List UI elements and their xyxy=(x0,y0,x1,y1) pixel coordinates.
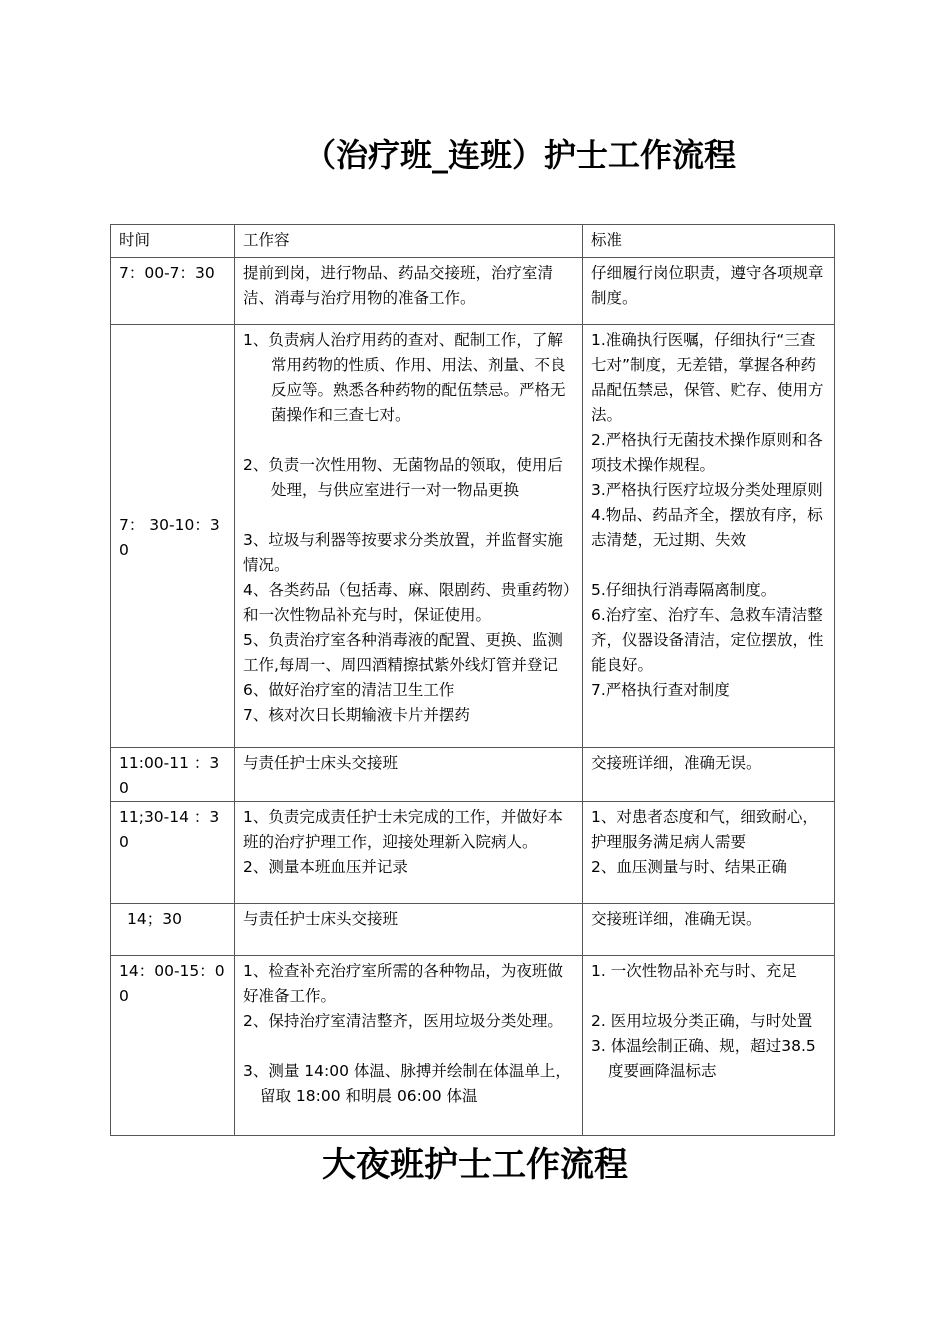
standard-item: 交接班详细，准确无误。 xyxy=(591,910,762,928)
standard-item: 仔细履行岗位职责，遵守各项规章制度。 xyxy=(591,264,824,307)
page-title: （治疗班_连班）护士工作流程 xyxy=(303,136,736,174)
header-standard: 标准 xyxy=(583,225,835,258)
standard-item: 1、对患者态度和气，细致耐心， xyxy=(591,808,818,826)
work-item: 1、负责完成责任护士未完成的工作，并做好本班的治疗护理工作，迎接处理新入院病人。 xyxy=(243,808,563,851)
work-item: 6、做好治疗室的清洁卫生工作 xyxy=(243,681,455,699)
section-title: 大夜班护士工作流程 xyxy=(322,1145,628,1185)
row-standard xyxy=(583,325,835,748)
header-time: 时间 xyxy=(111,225,235,258)
standard-item: 3.严格执行医疗垃圾分类处理原则 xyxy=(591,481,823,499)
table-header-row xyxy=(111,225,835,258)
table-row xyxy=(111,904,835,956)
row-work xyxy=(235,258,583,325)
work-item: 7、核对次日长期输液卡片并摆药 xyxy=(243,706,470,724)
standard-item: 6.治疗室、治疗车、急救车清洁整齐，仪器设备清洁，定位摆放，性能良好。 xyxy=(591,606,824,674)
row-standard xyxy=(583,904,835,956)
work-item: 5、负责治疗室各种消毒液的配置、更换、监测工作,每周一、周四酒精擦拭紫外线灯管并登记 xyxy=(243,631,563,674)
work-item: 3、测量 14:00 体温、脉搏并绘制在体温单上，留取 18:00 和明晨 06:00 体温 xyxy=(243,1062,571,1105)
row-work xyxy=(235,802,583,904)
work-item: 3、垃圾与利器等按要求分类放置，并监督实施情况。 xyxy=(243,531,563,574)
row-standard xyxy=(583,748,835,802)
row-time: 7：00-7：30 xyxy=(111,258,235,325)
row-work xyxy=(235,956,583,1136)
row-work xyxy=(235,748,583,802)
standard-item: 2.严格执行无菌技术操作原则和各项技术操作规程。 xyxy=(591,431,823,474)
row-time: 7： 30-10：30 xyxy=(111,325,235,748)
work-item: 与责任护士床头交接班 xyxy=(243,754,399,772)
work-item: 1、检查补充治疗室所需的各种物品，为夜班做好准备工作。 xyxy=(243,962,563,1005)
row-standard xyxy=(583,802,835,904)
table-row xyxy=(111,956,835,1136)
work-item: 4、各类药品（包括毒、麻、限剧药、贵重药物）和一次性物品补充与时，保证使用。 xyxy=(243,581,571,624)
standard-item: 1.准确执行医嘱，仔细执行“三查七对”制度，无差错，掌握各种药品配伍禁忌，保管、贮存、使用方法。 xyxy=(591,331,824,424)
standard-item: 7.严格执行查对制度 xyxy=(591,681,730,699)
row-time: 14：00-15：00 xyxy=(111,956,235,1136)
standard-item: 护理服务满足病人需要 xyxy=(591,833,747,851)
standard-item: 2、血压测量与时、结果正确 xyxy=(591,858,787,876)
row-standard xyxy=(583,258,835,325)
row-work xyxy=(235,904,583,956)
row-time: 11;30-14 ：30 xyxy=(111,802,235,904)
standard-item: 交接班详细，准确无误。 xyxy=(591,754,762,772)
standard-item: 3. 体温绘制正确、规，超过38.5 度要画降温标志 xyxy=(591,1037,816,1080)
work-item: 与责任护士床头交接班 xyxy=(243,910,399,928)
table-row xyxy=(111,748,835,802)
standard-item: 1. 一次性物品补充与时、充足 xyxy=(591,962,797,980)
row-work xyxy=(235,325,583,748)
table-row xyxy=(111,802,835,904)
standard-item: 5.仔细执行消毒隔离制度。 xyxy=(591,581,777,599)
row-standard xyxy=(583,956,835,1136)
work-item: 2、负责一次性用物、无菌物品的领取，使用后处理，与供应室进行一对一物品更换 xyxy=(243,456,563,499)
work-item: 2、保持治疗室清洁整齐，医用垃圾分类处理。 xyxy=(243,1012,563,1030)
table-row xyxy=(111,258,835,325)
work-item: 2、测量本班血压并记录 xyxy=(243,858,408,876)
standard-item: 4.物品、药品齐全，摆放有序，标志清楚，无过期、失效 xyxy=(591,506,823,549)
table-row xyxy=(111,325,835,748)
row-time: 11:00-11 ：30 xyxy=(111,748,235,802)
standard-item: 2. 医用垃圾分类正确，与时处置 xyxy=(591,1012,813,1030)
work-item: 1、负责病人治疗用药的查对、配制工作，了解常用药物的性质、作用、用法、剂量、不良反应等。熟悉各种药物的配伍禁忌。严格无菌操作和三查七对。 xyxy=(243,331,566,424)
row-time: 14；30 xyxy=(111,904,235,956)
work-item: 提前到岗，进行物品、药品交接班，治疗室清洁、消毒与治疗用物的准备工作。 xyxy=(243,264,554,307)
header-work: 工作容 xyxy=(235,225,583,258)
schedule-table xyxy=(110,224,835,1136)
